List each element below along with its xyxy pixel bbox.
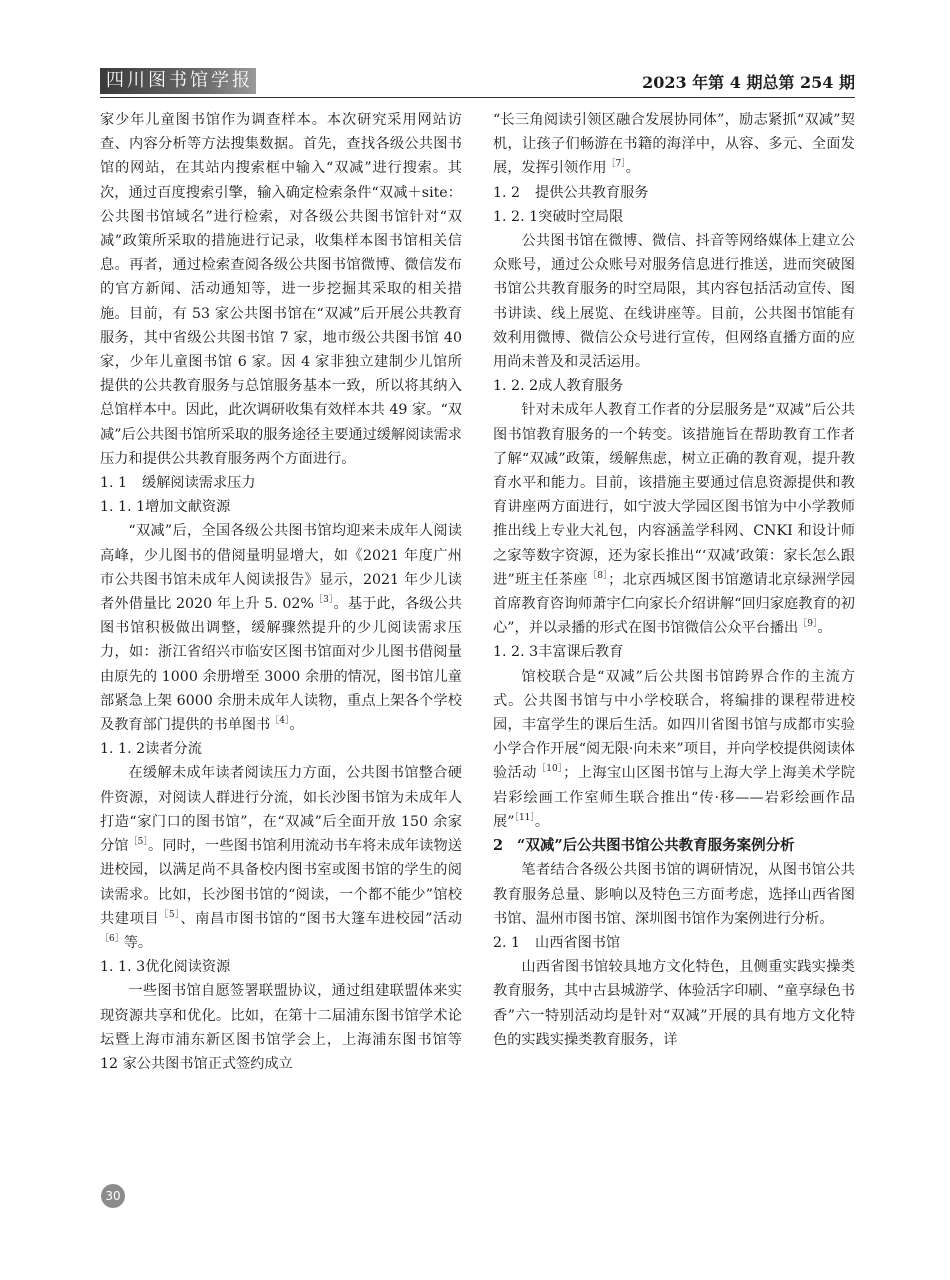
section-title: 成人教育服务 xyxy=(538,378,624,395)
section-heading-1-1-3 xyxy=(100,955,462,979)
section-number: 1. 2. 3 xyxy=(493,644,539,661)
section-number: 2 xyxy=(493,837,504,855)
paragraph xyxy=(493,398,855,640)
paragraph xyxy=(493,108,855,181)
text: “长三角阅读引领区融合发展协同体”，励志紧抓“双减”契机，让孩子们畅游在书籍的海洋中，从容、多元、全面发展，发挥引领作用 xyxy=(493,112,855,177)
section-heading-1-2-3 xyxy=(493,640,855,664)
text: ；上海宝山区图书馆与上海大学上海美术学院岩彩绘画工作室师生联合推出“传·移——岩彩绘画作品展” xyxy=(493,765,855,830)
section-number: 1. 1. 2 xyxy=(100,741,146,758)
text: 。 xyxy=(534,813,550,830)
section-heading-1-2 xyxy=(493,181,855,205)
section-title: 优化阅读资源 xyxy=(145,959,231,976)
citation: ［10］ xyxy=(536,764,564,775)
paragraph: 一些图书馆自愿签署联盟协议，通过组建联盟体来实现资源共享和优化。比如，在第十二届浦东图书馆学术论坛暨上海市浦东新区图书馆学会上，上海浦东图书馆等 12 家公共图书馆正式签约成立 xyxy=(100,983,462,1072)
page-number: 30 xyxy=(101,1184,125,1208)
text: 。同时，一些图书馆利用流动书车将未成年读物送进校园，以满足尚不具备校内图书室或图书馆的学生的阅读需求。比如，长沙图书馆的“阅读，一个都不能少”馆校共建项目 xyxy=(100,838,462,927)
paragraph: 山西省图书馆较具地方文化特色，且侧重实践实操类教育服务，其中古县城游学、体验活字印刷、“童享绿色书香”六一特别活动均是针对“双减”开展的具有地方文化特色的实践实操类教育服务，详 xyxy=(493,959,855,1048)
right-column xyxy=(493,108,855,1052)
section-number: 2. 1 xyxy=(493,934,521,951)
text: 。 xyxy=(625,160,640,177)
text: 。 xyxy=(289,717,304,734)
section-title: 突破时空局限 xyxy=(538,208,624,225)
citation: ［6］ xyxy=(100,933,124,944)
citation: ［3］ xyxy=(313,595,334,606)
header-divider xyxy=(100,97,855,98)
text: ；北京西城区图书馆邀请北京绿洲学园首席教育咨询师萧宇仁向家长介绍讲解“回归家庭教育的初心”，并以录播的形式在图书馆微信公众平台播出 xyxy=(493,571,855,637)
citation: ［11］ xyxy=(514,812,535,823)
paragraph xyxy=(100,761,462,955)
citation: ［5］ xyxy=(159,909,181,920)
paragraph xyxy=(493,665,855,834)
section-heading-2-1 xyxy=(493,931,855,955)
section-number: 1. 2. 2 xyxy=(493,378,539,395)
text: 。 xyxy=(817,620,832,637)
text: 在缓解未成年读者阅读压力方面，公共图书馆整合硬件资源，对阅读人群进行分流，如长沙图书馆为未成年人打造“家门口的图书馆”，在“双减”后全面开放 150 余家分馆 xyxy=(100,765,462,855)
text: 、南昌市图书馆的“图书大篷车进校园”活动 xyxy=(180,910,462,927)
citation: ［4］ xyxy=(270,716,290,727)
section-heading-2 xyxy=(493,834,855,858)
section-heading-1-1 xyxy=(100,471,462,495)
text: 。基于此，各级公共图书馆积极做出调整，缓解骤然提升的少儿阅读需求压力，如：浙江省绍兴市临安区图书馆面对少儿图书借阅量由原先的 1000 余册增至 3000 余册的情况，图书馆儿童部紧急上架 6000 余册未成年人读物，重点上架各个学校及教育部门提供的书单图书 xyxy=(100,596,462,734)
section-number: 1. 2 xyxy=(493,184,521,201)
citation: ［9］ xyxy=(798,619,818,630)
paragraph: 家少年儿童图书馆作为调查样本。本次研究采用网站访查、内容分析等方法搜集数据。首先，查找各级公共图书馆的网站，在其站内搜索框中输入“双减”进行搜索。其次，通过百度搜索引擎，输入确定检索条件“双减＋site：公共图书馆域名”进行检索，对各级公共图书馆针对“双减”政策所采取的措施进行记录，收集样本图书馆相关信息。再者，通过检索查阅各级公共图书馆微博、微信发布的官方新闻、活动通知等，进一步挖掘其采取的相关措施。目前，有 53 家公共图书馆在“双减”后开展公共教育服务，其中省级公共图书馆 7 家，地市级公共图书馆 40 家，少年儿童图书馆 6 家。因 4 家非独立建制少儿馆所提供的公共教育服务与总馆服务基本一致，所以将其纳入总馆样本中。因此，此次调研收集有效样本共 49 家。“双减”后公共图书馆所采取的服务途径主要通过缓解阅读需求压力和提供公共教育服务两个方面进行。 xyxy=(100,112,462,467)
section-title: 提供公共教育服务 xyxy=(535,184,649,201)
page-header xyxy=(100,68,855,96)
section-heading-1-2-2 xyxy=(493,374,855,398)
issue-info: 2023 年第 4 期总第 254 期 xyxy=(642,73,855,92)
section-title: 缓解阅读需求压力 xyxy=(142,475,256,492)
section-heading-1-1-1 xyxy=(100,495,462,519)
section-title: 增加文献资源 xyxy=(145,499,231,516)
section-number: 1. 2. 1 xyxy=(493,208,539,225)
text: 馆校联合是“双减”后公共图书馆跨界合作的主流方式。公共图书馆与中小学校联合，将编排的课程带进校园，丰富学生的课后生活。如四川省图书馆与成都市实验小学合作开展“阅无限·向未来”项目，并向学校提供阅读体验活动 xyxy=(493,668,855,782)
text: 针对未成年人教育工作者的分层服务是“双减”后公共图书馆教育服务的一个转变。该措施旨在帮助教育工作者了解“双减”政策，缓解焦虑，树立正确的教育观，提升教育水平和能力。目前，该措施主要通过信息资源提供和教育讲座两方面进行，如宁波大学园区图书馆为中小学教师推出线上专业大礼包，内容涵盖学科网、CNKI 和设计师之家等数字资源，还为家长推出“‘双减’政策：家长怎么跟进”班主任茶座 xyxy=(493,402,855,588)
section-title: 读者分流 xyxy=(145,741,202,758)
section-title: 丰富课后教育 xyxy=(538,644,624,661)
section-number: 1. 1. 3 xyxy=(100,959,146,976)
section-title: 山西省图书馆 xyxy=(535,934,621,951)
citation: ［8］ xyxy=(587,570,609,581)
section-number: 1. 1. 1 xyxy=(100,499,146,516)
citation: ［7］ xyxy=(606,159,626,170)
section-heading-1-2-1 xyxy=(493,205,855,229)
text: 等。 xyxy=(123,934,153,951)
paragraph: 笔者结合各级公共图书馆的调研情况，从图书馆公共教育服务总量、影响以及特色三方面考虑，选择山西省图书馆、温州市图书馆、深圳图书馆作为案例进行分析。 xyxy=(493,862,855,927)
text: “双减”后，全国各级公共图书馆均迎来未成年人阅读高峰，少儿图书的借阅量明显增大，如《2021 年度广州市公共图书馆未成年人阅读报告》显示，2021 年少儿读者外借量比 2020 年上升 5. 02% xyxy=(100,523,462,613)
paragraph: 公共图书馆在微博、微信、抖音等网络媒体上建立公众账号，通过公众账号对服务信息进行推送，进而突破图书馆公共教育服务的时空局限，其内容包括活动宣传、图书讲读、线上展览、在线讲座等。目前，公共图书馆能有效利用微博、微信公众号进行宣传，但网络直播方面的应用尚未普及和灵活运用。 xyxy=(493,233,855,371)
paragraph xyxy=(100,519,462,737)
left-column xyxy=(100,108,462,1076)
citation: ［5］ xyxy=(128,837,149,848)
section-title: “双减”后公共图书馆公共教育服务案例分析 xyxy=(517,837,795,855)
section-heading-1-1-2 xyxy=(100,737,462,761)
journal-name: 四川图书馆学报 xyxy=(100,68,256,94)
section-number: 1. 1 xyxy=(100,475,128,492)
